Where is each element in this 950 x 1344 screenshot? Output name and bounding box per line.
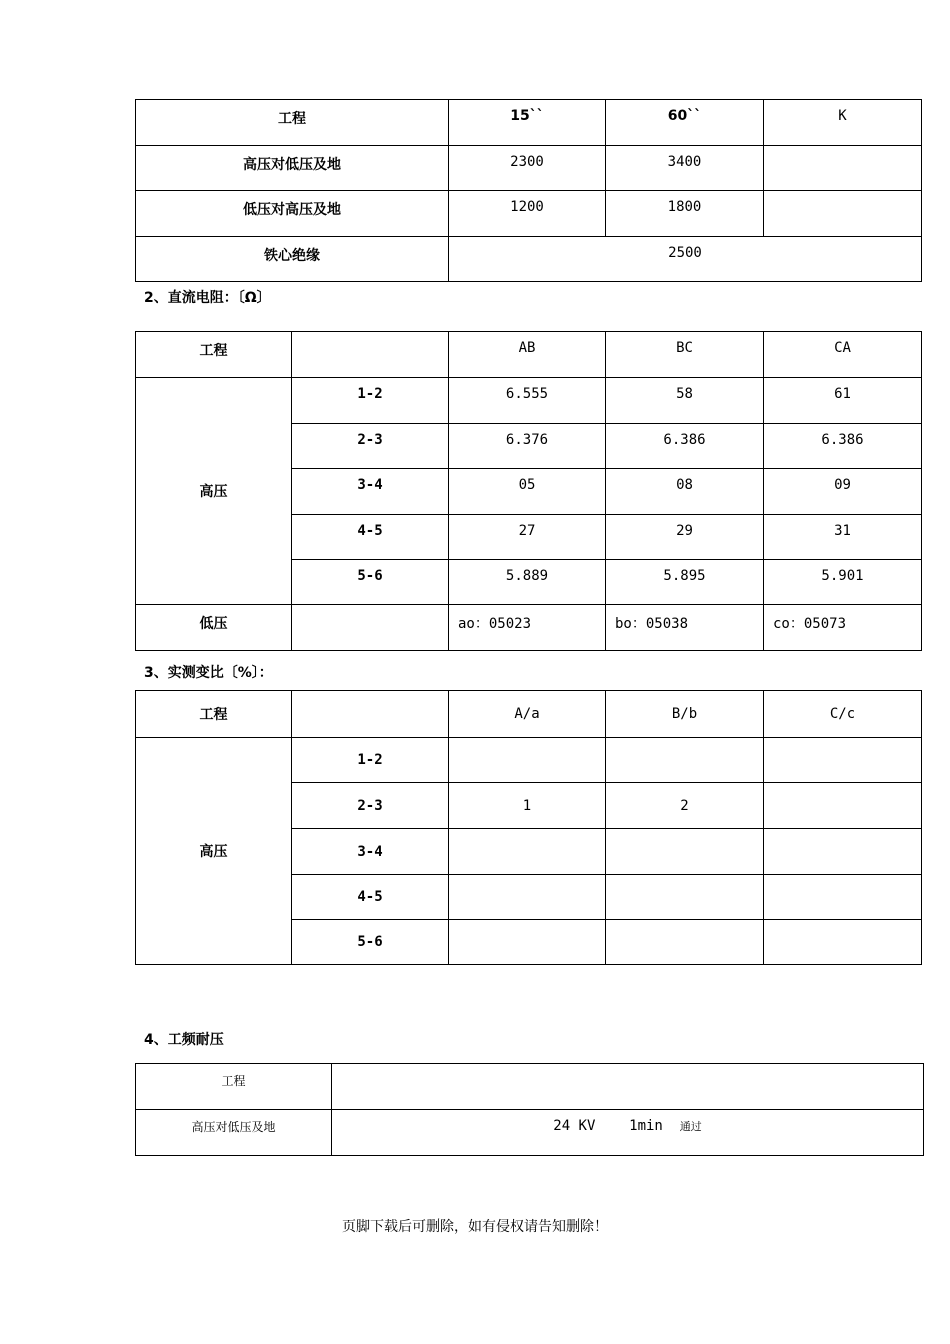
header-blank <box>292 691 449 738</box>
cell-cc <box>764 829 922 875</box>
header-bc: BC <box>606 332 764 378</box>
cell-co: co：05073 <box>764 605 922 651</box>
header-ca: CA <box>764 332 922 378</box>
core-label: 铁心绝缘 <box>136 237 449 282</box>
lv-blank <box>292 605 449 651</box>
header-15s: 15`` <box>449 100 606 146</box>
cell-k <box>764 146 922 191</box>
cell-cc <box>764 738 922 783</box>
cell-bo: bo：05038 <box>606 605 764 651</box>
cell-15s: 1200 <box>449 191 606 237</box>
tap-label: 5-6 <box>292 560 449 605</box>
header-item: 工程 <box>136 100 449 146</box>
core-value: 2500 <box>449 237 922 282</box>
row-label: 高压对低压及地 <box>136 146 449 191</box>
cell-bc: 29 <box>606 515 764 560</box>
header-item: 工程 <box>136 332 292 378</box>
cell-cc <box>764 920 922 965</box>
tap-label: 3-4 <box>292 469 449 515</box>
header-60s: 60`` <box>606 100 764 146</box>
tap-label: 1-2 <box>292 378 449 424</box>
cell-15s: 2300 <box>449 146 606 191</box>
cell-60s: 1800 <box>606 191 764 237</box>
cell-k <box>764 191 922 237</box>
tap-label: 4-5 <box>292 875 449 920</box>
cell-bc: 6.386 <box>606 424 764 469</box>
cell-cc <box>764 875 922 920</box>
cell-ab: 27 <box>449 515 606 560</box>
section4-title: 4、工频耐压 <box>144 1032 224 1048</box>
result-value: 通过 <box>679 1120 702 1133</box>
tap-label: 4-5 <box>292 515 449 560</box>
insulation-table <box>135 99 922 282</box>
cell-cc <box>764 783 922 829</box>
header-blank <box>292 332 449 378</box>
cell-ca: 6.386 <box>764 424 922 469</box>
item-value <box>332 1064 924 1110</box>
cell-ca: 09 <box>764 469 922 515</box>
cell-bc: 58 <box>606 378 764 424</box>
cell-bc: 5.895 <box>606 560 764 605</box>
duration-value: 1min <box>629 1118 663 1134</box>
row-label: 低压对高压及地 <box>136 191 449 237</box>
tap-label: 2-3 <box>292 424 449 469</box>
cell-bb <box>606 829 764 875</box>
tap-label: 5-6 <box>292 920 449 965</box>
withstand-table <box>135 1063 924 1156</box>
cell-bb <box>606 920 764 965</box>
header-item: 工程 <box>136 691 292 738</box>
voltage-value: 24 KV <box>553 1118 596 1134</box>
hv-label: 高压 <box>136 378 292 605</box>
cell-aa <box>449 829 606 875</box>
header-ab: AB <box>449 332 606 378</box>
cell-ca: 31 <box>764 515 922 560</box>
page-footer: 页脚下载后可删除，如有侵权请告知删除！ <box>342 1219 608 1235</box>
hv-label: 高压 <box>136 738 292 965</box>
item-label: 工程 <box>136 1064 332 1110</box>
tap-label: 2-3 <box>292 783 449 829</box>
cell-ab: 05 <box>449 469 606 515</box>
cell-ab: 5.889 <box>449 560 606 605</box>
cell-ao: ao：05023 <box>449 605 606 651</box>
row-label: 高压对低压及地 <box>136 1110 332 1156</box>
cell-ca: 61 <box>764 378 922 424</box>
section2-title: 2、直流电阻：〔Ω〕 <box>144 290 271 306</box>
header-aa: A/a <box>449 691 606 738</box>
header-bb: B/b <box>606 691 764 738</box>
cell-aa <box>449 738 606 783</box>
cell-bb: 2 <box>606 783 764 829</box>
cell-ca: 5.901 <box>764 560 922 605</box>
cell-bc: 08 <box>606 469 764 515</box>
tap-label: 3-4 <box>292 829 449 875</box>
tap-label: 1-2 <box>292 738 449 783</box>
cell-bb <box>606 738 764 783</box>
header-cc: C/c <box>764 691 922 738</box>
cell-aa <box>449 920 606 965</box>
ratio-table <box>135 690 922 965</box>
cell-aa <box>449 875 606 920</box>
cell-ab: 6.555 <box>449 378 606 424</box>
lv-label: 低压 <box>136 605 292 651</box>
cell-60s: 3400 <box>606 146 764 191</box>
dc-resistance-table <box>135 331 922 651</box>
section3-title: 3、实测变比〔%〕： <box>144 665 273 681</box>
withstand-result-cell <box>332 1110 924 1156</box>
cell-bb <box>606 875 764 920</box>
cell-aa: 1 <box>449 783 606 829</box>
cell-ab: 6.376 <box>449 424 606 469</box>
header-k: K <box>764 100 922 146</box>
